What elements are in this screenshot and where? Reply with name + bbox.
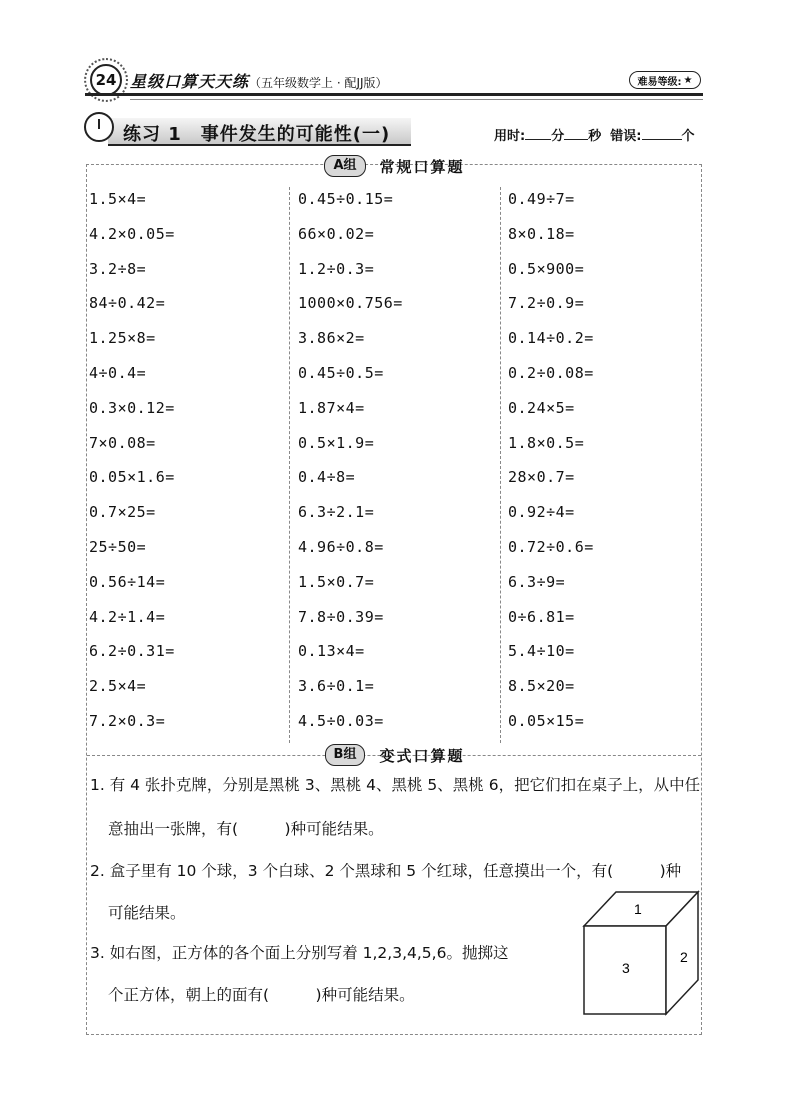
problem-item: 25÷50=: [89, 537, 147, 556]
problem-item: 3.2÷8=: [89, 259, 147, 278]
problem-item: 7×0.08=: [89, 433, 156, 452]
problem-item: 8.5×20=: [508, 677, 575, 696]
problem-item: 4÷0.4=: [89, 363, 147, 382]
minutes-blank[interactable]: [525, 127, 551, 140]
problem-item: 7.8÷0.39=: [298, 607, 384, 626]
cube-top-label: 1: [634, 901, 642, 917]
problem-item: 0.2÷0.08=: [508, 363, 594, 382]
difficulty-label: 难易等级:: [637, 76, 682, 88]
series-title-text: 星级口算天天练: [130, 72, 250, 91]
errors-label: 错误:: [610, 129, 642, 144]
errors-blank[interactable]: [642, 127, 682, 140]
problem-item: 2.5×4=: [89, 677, 147, 696]
problem-item: 1.87×4=: [298, 398, 365, 417]
problem-item: 0.92÷4=: [508, 503, 575, 522]
page-number-badge: [90, 64, 122, 96]
group-b-name: 变式口算题: [379, 746, 465, 765]
cube-diagram: [578, 880, 703, 1020]
problem-item: 0.45÷0.5=: [298, 363, 384, 382]
problem-item: 8×0.18=: [508, 224, 575, 243]
problem-item: 4.2×0.05=: [89, 224, 175, 243]
problem-item: 28×0.7=: [508, 468, 575, 487]
problem-item: 4.5÷0.03=: [298, 711, 384, 730]
problem-item: 0.56÷14=: [89, 572, 166, 591]
header-subdivider: [130, 99, 703, 100]
group-b-header: [0, 744, 789, 766]
problem-item: 0÷6.81=: [508, 607, 575, 626]
star-icon: ★: [683, 74, 693, 86]
problem-column-3: [508, 185, 594, 742]
problem-item: 0.7×25=: [89, 503, 156, 522]
problem-item: 0.72÷0.6=: [508, 537, 594, 556]
question-3-line-2: 个正方体，朝上的面有( )种可能结果。: [108, 986, 415, 1004]
problem-column-1: [89, 185, 175, 742]
problem-item: 7.2×0.3=: [89, 711, 166, 730]
problem-item: 3.6÷0.1=: [298, 677, 375, 696]
group-a-tag: A组: [324, 155, 365, 177]
lesson-title: 练习 1 事件发生的可能性(一): [123, 124, 391, 145]
problem-item: 6.2÷0.31=: [89, 642, 175, 661]
question-1-line-2: 意抽出一张牌，有( )种可能结果。: [108, 820, 384, 838]
problem-item: 0.49÷7=: [508, 190, 575, 208]
problem-item: 4.2÷1.4=: [89, 607, 166, 626]
problem-item: 0.05×1.6=: [89, 468, 175, 487]
problem-item: 66×0.02=: [298, 224, 375, 243]
problem-item: 1.5×4=: [89, 190, 147, 208]
question-2-line-2: 可能结果。: [108, 904, 186, 922]
column-divider: [289, 187, 290, 743]
problem-item: 0.05×15=: [508, 711, 585, 730]
problem-item: 1.8×0.5=: [508, 433, 585, 452]
problem-item: 1.2÷0.3=: [298, 259, 375, 278]
difficulty-badge: [629, 71, 701, 89]
header-divider: [85, 93, 703, 96]
seconds-blank[interactable]: [564, 127, 588, 140]
group-a-header: [0, 155, 789, 177]
cube-front-label: 3: [622, 960, 630, 976]
problem-item: 6.3÷2.1=: [298, 503, 375, 522]
problem-item: 0.3×0.12=: [89, 398, 175, 417]
problem-item: 0.5×1.9=: [298, 433, 375, 452]
problem-item: 7.2÷0.9=: [508, 294, 585, 313]
problem-item: 0.5×900=: [508, 259, 585, 278]
count-unit: 个: [681, 129, 695, 144]
alarm-clock-icon: [84, 112, 114, 142]
column-divider: [500, 187, 501, 743]
seconds-label: 秒: [588, 129, 602, 144]
problem-item: 0.14÷0.2=: [508, 329, 594, 348]
problem-item: 6.3÷9=: [508, 572, 566, 591]
problem-item: 84÷0.42=: [89, 294, 166, 313]
problem-item: 0.4÷8=: [298, 468, 356, 487]
problem-item: 1.5×0.7=: [298, 572, 375, 591]
question-3-line-1: 3. 如右图，正方体的各个面上分别写着 1,2,3,4,5,6。抛掷这: [90, 944, 509, 962]
problem-column-2: [298, 185, 403, 742]
time-error-record: [494, 125, 695, 144]
series-title: [130, 69, 388, 92]
page-number: 24: [95, 71, 117, 89]
question-2-line-1: 2. 盒子里有 10 个球，3 个白球、2 个黑球和 5 个红球，任意摸出一个，有( )种: [90, 862, 682, 880]
time-label: 用时:: [494, 129, 526, 144]
problem-item: 1000×0.756=: [298, 294, 403, 313]
minutes-label: 分: [551, 129, 565, 144]
problem-item: 0.13×4=: [298, 642, 365, 661]
series-subtitle: （五年级数学上 · 配JJ版）: [249, 76, 388, 90]
question-1-line-1: 1. 有 4 张扑克牌，分别是黑桃 3、黑桃 4、黑桃 5、黑桃 6，把它们扣在桌子上，从中任: [90, 776, 701, 794]
problem-item: 0.45÷0.15=: [298, 190, 394, 208]
cube-side-label: 2: [680, 949, 688, 965]
group-b-tag: B组: [325, 744, 366, 766]
problem-item: 1.25×8=: [89, 329, 156, 348]
group-a-name: 常规口算题: [379, 157, 465, 176]
problem-item: 3.86×2=: [298, 329, 365, 348]
problem-item: 4.96÷0.8=: [298, 537, 384, 556]
problem-item: 0.24×5=: [508, 398, 575, 417]
problem-item: 5.4÷10=: [508, 642, 575, 661]
